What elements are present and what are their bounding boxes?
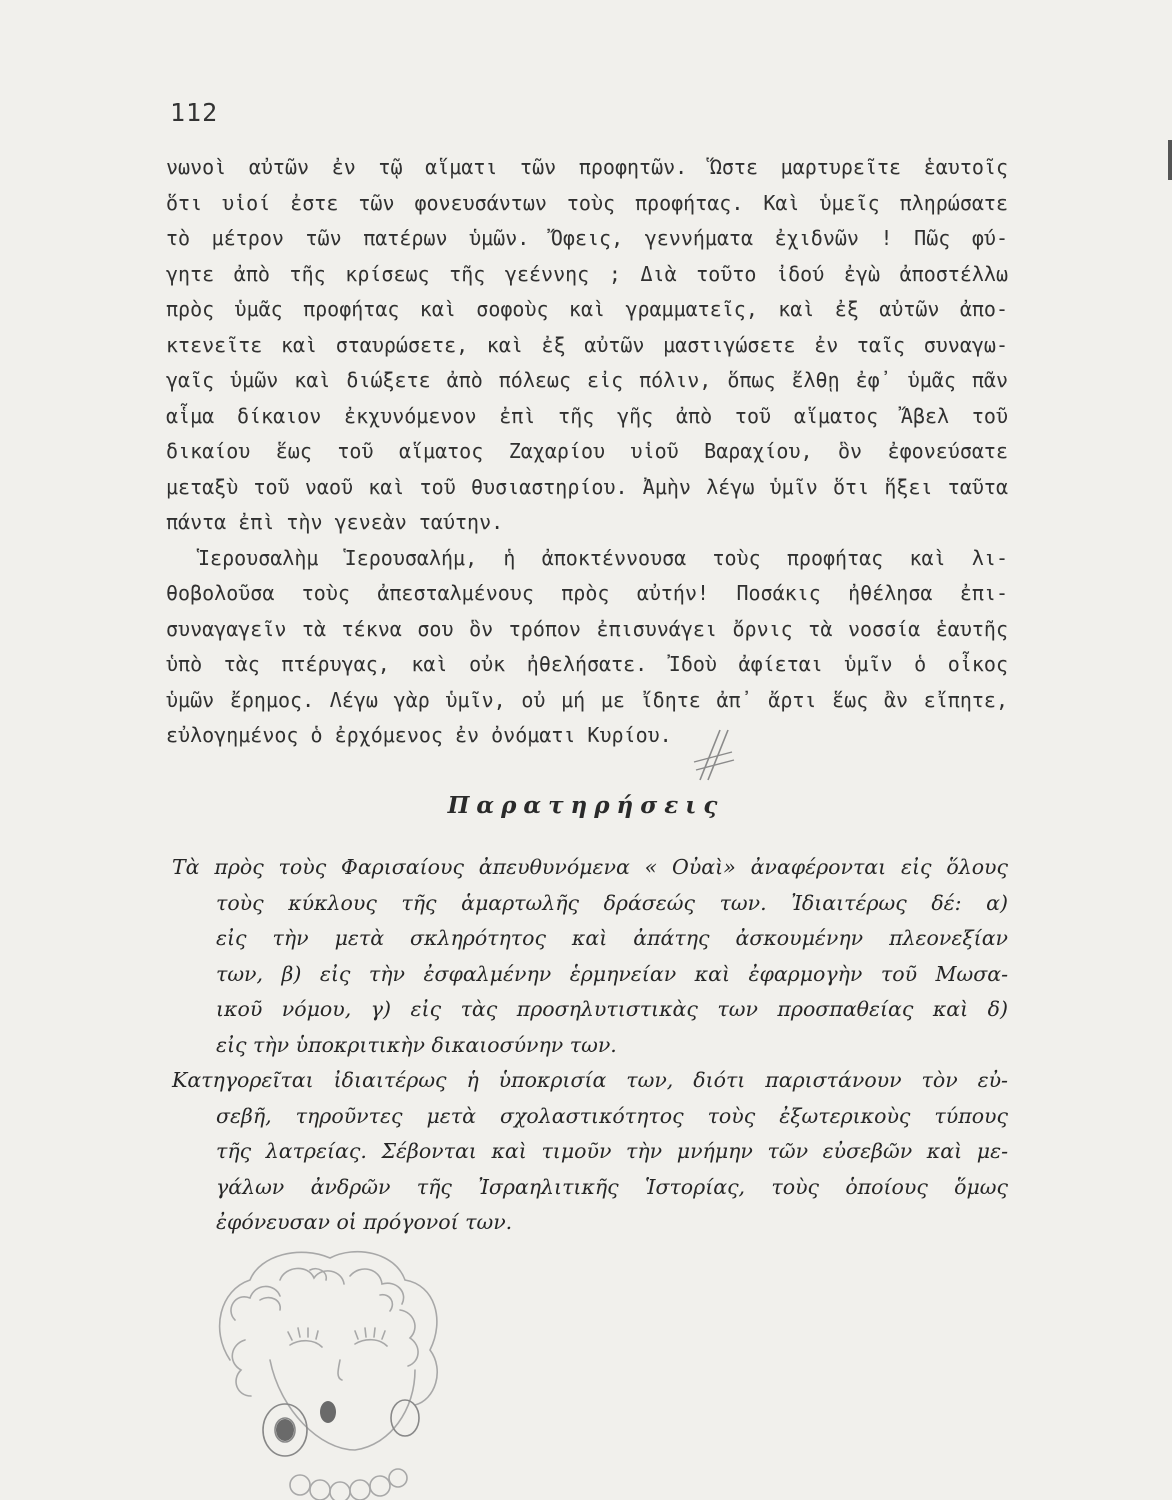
body-line: Ἱερουσαλὴμ Ἱερουσαλήμ, ἡ ἀποκτέννουσα τοὺς προφήτας καὶ λι- — [198, 545, 1008, 570]
body-line: δικαίου ἕως τοῦ αἵματος Ζαχαρίου υἱοῦ Βαραχίου, ὃν ἐφονεύσατε — [166, 439, 1008, 463]
notes-text — [172, 850, 1008, 1241]
body-line: εὐλογημένος ὁ ἐρχόμενος ἐν ὀνόματι Κυρίου. — [166, 723, 672, 747]
note-line: τοὺς κύκλους τῆς ἁμαρτωλῆς δράσεώς των. Ἰδιαιτέρως δέ: α) — [216, 890, 1008, 915]
body-text — [166, 150, 1008, 754]
note-line: Τὰ πρὸς τοὺς Φαρισαίους ἀπευθυνόμενα « Οὐαὶ» ἀναφέρονται εἰς ὅλους — [172, 855, 1008, 879]
note-line: ικοῦ νόμου, γ) εἰς τὰς προσηλυτιστικὰς των προσπαθείας καὶ δ) — [216, 997, 1008, 1021]
body-line: ὅτι υἱοί ἐστε τῶν φονευσάντων τοὺς προφήτας. Καὶ ὑμεῖς πληρώσατε — [166, 190, 1008, 215]
body-line: πρὸς ὑμᾶς προφήτας καὶ σοφοὺς καὶ γραμματεῖς, καὶ ἐξ αὐτῶν ἀπο- — [166, 297, 1008, 321]
body-line: γαῖς ὑμῶν καὶ διώξετε ἀπὸ πόλεως εἰς πόλιν, ὅπως ἔλθῃ ἐφ᾽ ὑμᾶς πᾶν — [166, 368, 1008, 392]
body-line: μεταξὺ τοῦ ναοῦ καὶ τοῦ θυσιαστηρίου. Ἀμὴν λέγω ὑμῖν ὅτι ἥξει ταῦτα — [166, 474, 1008, 499]
note-line: σεβῆ, τηροῦντες μετὰ σχολαστικότητος τοὺς ἐξωτερικοὺς τύπους — [216, 1103, 1008, 1128]
note-line: Κατηγορεῖται ἰδιαιτέρως ἡ ὑποκρισία των, διότι παριστάνουν τὸν εὐ- — [172, 1068, 1008, 1092]
body-line: συναγαγεῖν τὰ τέκνα σου ὃν τρόπον ἐπισυνάγει ὄρνις τὰ νοσσία ἑαυτῆς — [166, 616, 1008, 641]
body-line: πάντα ἐπὶ τὴν γενεὰν ταύτην. — [166, 510, 504, 534]
body-line: νωνοὶ αὐτῶν ἐν τῷ αἵματι τῶν προφητῶν. Ὥστε μαρτυρεῖτε ἑαυτοῖς — [166, 155, 1008, 179]
pencil-strike-mark — [690, 722, 740, 782]
note-line: τῆς λατρείας. Σέβονται καὶ τιμοῦν τὴν μνήμην τῶν εὐσεβῶν καὶ με- — [216, 1139, 1008, 1163]
note-line: εἰς τὴν ὑποκριτικὴν δικαιοσύνην των. — [216, 1032, 617, 1057]
body-line: γητε ἀπὸ τῆς κρίσεως τῆς γεέννης ; Διὰ τοῦτο ἰδού ἐγὼ ἀποστέλλω — [166, 261, 1008, 286]
note-line: εἰς τὴν μετὰ σκληρότητος καὶ ἀπάτης ἀσκουμένην πλεονεξίαν — [216, 926, 1008, 950]
body-line: τὸ μέτρον τῶν πατέρων ὑμῶν. Ὄφεις, γεννήματα ἐχιδνῶν ! Πῶς φύ- — [166, 226, 1008, 250]
body-line: κτενεῖτε καὶ σταυρώσετε, καὶ ἐξ αὐτῶν μαστιγώσετε ἐν ταῖς συναγω- — [166, 332, 1008, 357]
pencil-sketch-face — [190, 1240, 490, 1500]
body-line: αἷμα δίκαιον ἐκχυνόμενον ἐπὶ τῆς γῆς ἀπὸ τοῦ αἵματος Ἄβελ τοῦ — [166, 403, 1008, 428]
note-line: των, β) εἰς τὴν ἐσφαλμένην ἑρμηνείαν καὶ ἐφαρμογὴν τοῦ Μωσα- — [216, 961, 1008, 986]
body-line: θοβολοῦσα τοὺς ἀπεσταλμένους πρὸς αὐτήν! Ποσάκις ἠθέλησα ἐπι- — [166, 581, 1008, 605]
note-line: γάλων ἀνδρῶν τῆς Ἰσραηλιτικῆς Ἱστορίας, τοὺς ὁποίους ὅμως — [216, 1174, 1008, 1199]
page-number: 112 — [170, 98, 219, 127]
body-line: ὑμῶν ἔρημος. Λέγω γὰρ ὑμῖν, οὐ μή με ἴδητε ἀπ᾽ ἄρτι ἕως ἂν εἴπητε, — [166, 687, 1008, 712]
page-edge-mark — [1166, 140, 1172, 180]
note-line: ἐφόνευσαν οἱ πρόγονοί των. — [216, 1210, 513, 1234]
notes-heading: Παρατηρήσεις — [447, 792, 725, 819]
body-line: ὑπὸ τὰς πτέρυγας, καὶ οὐκ ἠθελήσατε. Ἰδοὺ ἀφίεται ὑμῖν ὁ οἶκος — [166, 652, 1008, 676]
